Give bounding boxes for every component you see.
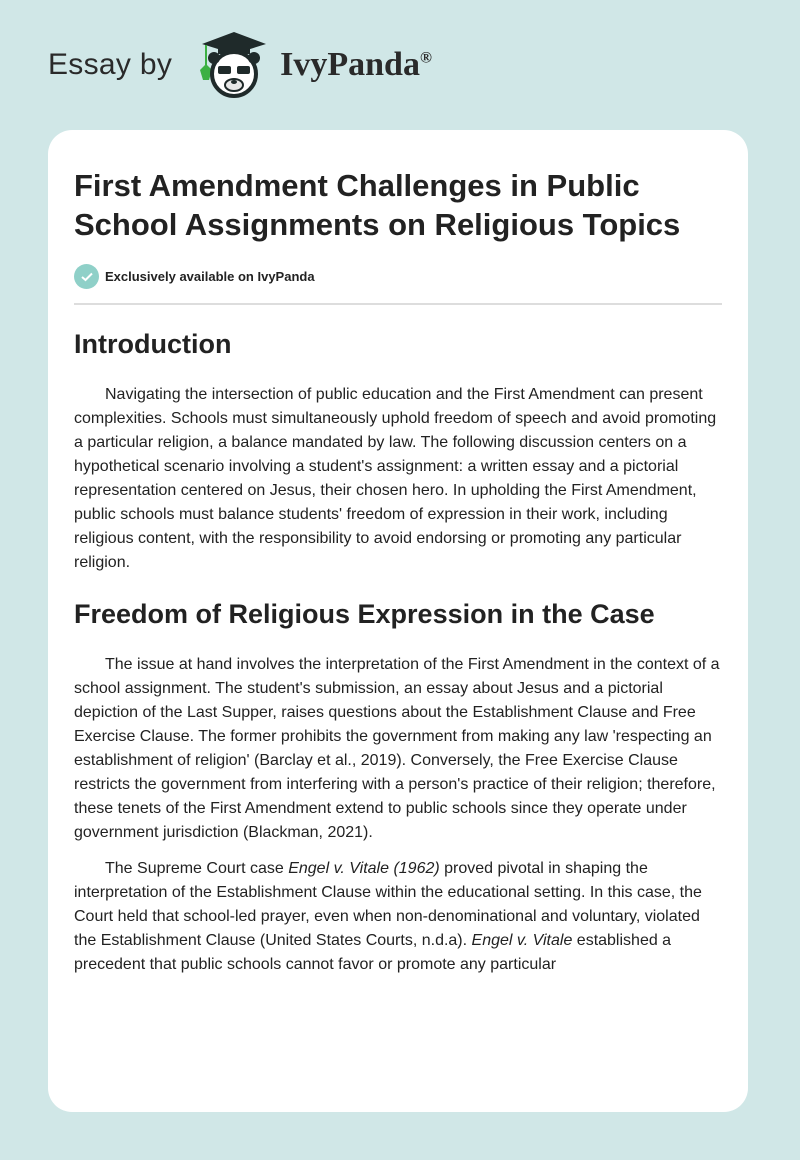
article-body xyxy=(74,327,722,977)
ivypanda-logo-icon[interactable] xyxy=(194,30,274,100)
badge-label: Exclusively available on IvyPanda xyxy=(105,269,315,284)
section-heading: Freedom of Religious Expression in the Case xyxy=(74,599,655,629)
registered-mark: ® xyxy=(419,49,432,67)
paragraph-text: The Supreme Court case xyxy=(105,860,289,877)
paragraph-text: proved pivotal in shaping the interpretation of the Establishment Clause within the educational setting. In this case, the Court held that school-led prayer, even when non-denominational and voluntary, violated the Establishment Clause (United States Courts, n.d.a). xyxy=(74,860,702,949)
paragraph xyxy=(74,383,722,575)
check-icon xyxy=(74,264,99,289)
page-title: First Amendment Challenges in Public School Assignments on Religious Topics xyxy=(74,168,681,242)
exclusive-badge xyxy=(74,264,722,289)
paragraph-text: Navigating the intersection of public education and the First Amendment can present complexities. Schools must simultaneously uphold freedom of speech and avoid promoting a particular religion, a balance mandated by law. The following discussion centers on a hypothetical scenario involving a student's assignment: a written essay and a pictorial representation centered on Jesus, their chosen hero. In upholding the First Amendment, public schools must balance students' freedom of expression in their work, including religious content, with the responsibility to avoid endorsing or promoting any particular religion. xyxy=(74,386,717,571)
paragraph-text: The issue at hand involves the interpretation of the First Amendment in the context of a school assignment. The student's submission, an essay about Jesus and a pictorial depiction of the Last Supper, raises questions about the Establishment Clause and Free Exercise Clause. The former prohibits the government from making any law 'respecting an establishment of religion' (Barclay et al., 2019). Conversely, the Free Exercise Clause restricts the government from interfering with a person's practice of their religion; therefore, these tenets of the First Amendment extend to public schools since they operate under government jurisdiction (Blackman, 2021). xyxy=(74,656,720,841)
brand-text: IvyPanda xyxy=(280,46,420,83)
site-header xyxy=(48,30,432,100)
brand-name[interactable] xyxy=(280,46,432,84)
essay-card xyxy=(48,130,748,1112)
case-name: Engel v. Vitale xyxy=(471,932,573,949)
section-heading: Introduction xyxy=(74,329,232,359)
case-name: Engel v. Vitale (1962) xyxy=(288,860,440,877)
paragraph-text: established a precedent that public schools cannot favor or promote any particular xyxy=(74,932,672,973)
divider xyxy=(74,303,722,305)
paragraph xyxy=(74,857,722,977)
paragraph xyxy=(74,653,722,845)
essay-by-label: Essay by xyxy=(48,48,173,81)
